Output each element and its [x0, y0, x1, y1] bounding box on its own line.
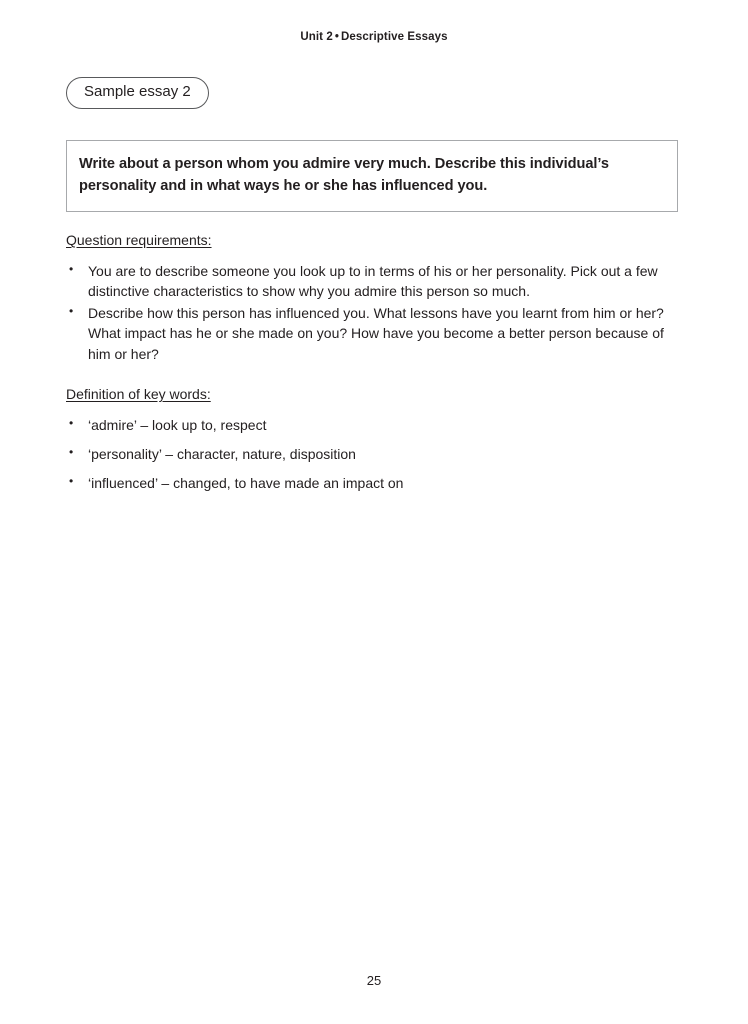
list-item [66, 473, 671, 493]
definition-key-words-heading: Definition of key words: [66, 386, 211, 402]
list-item [66, 444, 671, 464]
bullet-dot-icon: • [69, 304, 74, 319]
bullet-dot-icon: • [69, 416, 74, 430]
definition-key-words-list [66, 415, 671, 502]
sample-essay-badge [66, 77, 209, 109]
essay-prompt-box [66, 140, 678, 212]
running-head-unit: Unit 2 [300, 31, 333, 43]
list-item-text: You are to describe someone you look up to in terms of his or her personality. Pick out a few distinctive characteristics to show why you admire this person so much. [88, 263, 658, 300]
question-requirements-list [66, 261, 671, 366]
bullet-dot-icon: • [69, 262, 74, 276]
list-item [66, 261, 671, 301]
list-item-text: ‘influenced’ – changed, to have made an impact on [88, 475, 404, 492]
question-requirements-heading: Question requirements: [66, 232, 212, 248]
list-item-text: Describe how this person has influenced you. What lessons have you learnt from him or her? What impact has he or she made on you? How have you become a better person because of him or her? [88, 305, 664, 362]
list-item-text: ‘admire’ – look up to, respect [88, 417, 267, 433]
list-item [66, 415, 671, 435]
running-head-separator-icon: • [334, 31, 340, 43]
list-item-text: ‘personality’ – character, nature, disposition [88, 446, 356, 463]
bullet-dot-icon: • [69, 445, 74, 460]
list-item [66, 303, 671, 363]
running-head [0, 31, 748, 43]
bullet-dot-icon: • [69, 474, 74, 489]
essay-prompt-text: Write about a person whom you admire very much. Describe this individual’s personality and in what ways he or she has influenced you. [79, 156, 609, 194]
sample-essay-badge-label: Sample essay 2 [84, 83, 191, 100]
running-head-section: Descriptive Essays [341, 31, 448, 43]
page-number: 25 [366, 973, 382, 988]
